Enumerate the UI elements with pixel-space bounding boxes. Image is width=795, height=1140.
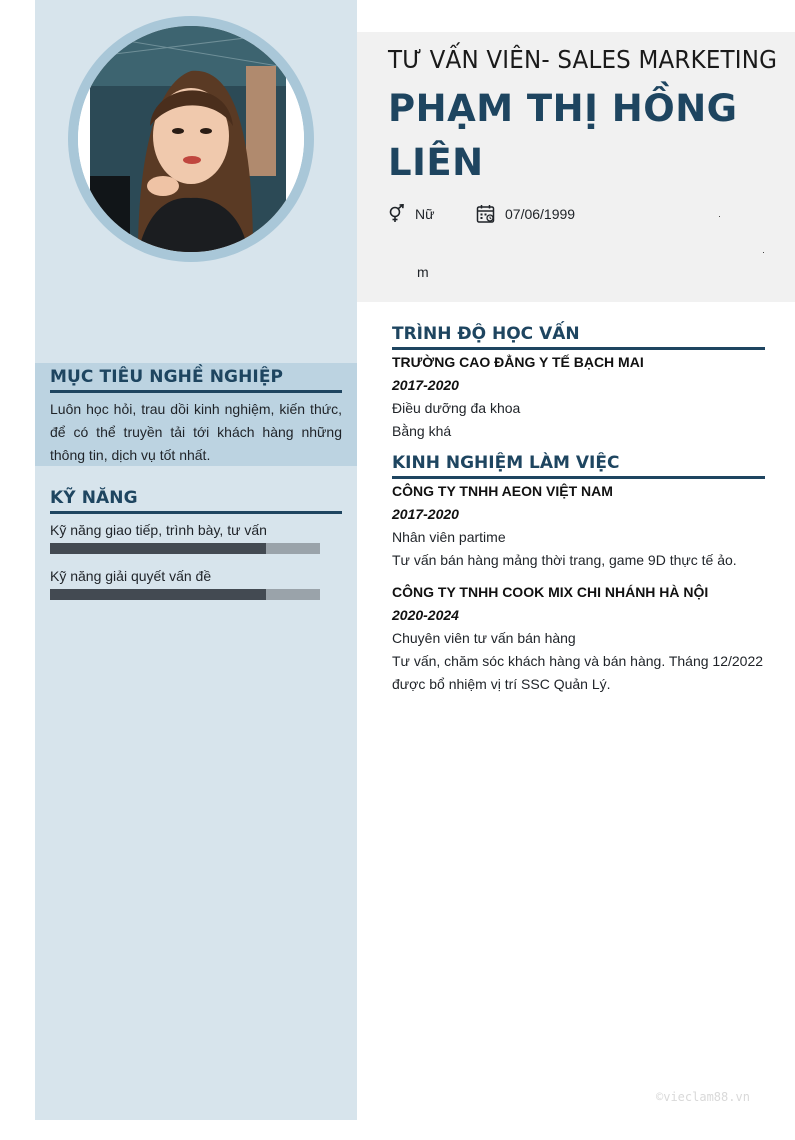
- education-section: [392, 324, 765, 443]
- gender-info: [386, 204, 434, 224]
- education-major: Điều dưỡng đa khoa: [392, 400, 521, 416]
- company-name: CÔNG TY TNHH AEON VIỆT NAM: [392, 483, 613, 499]
- career-objective-text: Luôn học hỏi, trau dồi kinh nghiệm, kiến thức, để có thể truyền tải tới khách hàng những thông tin, dịch vụ tốt nhất.: [50, 401, 342, 463]
- full-name: PHẠM THỊ HỒNG LIÊN: [388, 87, 738, 184]
- education-period: 2017-2020: [392, 377, 459, 393]
- skills-section: [35, 488, 357, 600]
- job-entry: [392, 480, 765, 572]
- speck: [719, 216, 720, 217]
- experience-heading: KINH NGHIỆM LÀM VIỆC: [392, 453, 765, 479]
- school-name: TRƯỜNG CAO ĐẲNG Y TẾ BẠCH MAI: [392, 354, 644, 370]
- calendar-icon: [476, 204, 496, 224]
- avatar: [78, 26, 304, 252]
- skill-level-fill: [50, 543, 266, 554]
- watermark: ©vieclam88.vn: [656, 1090, 750, 1104]
- sidebar: [35, 0, 357, 1120]
- job-period: 2017-2020: [392, 506, 459, 522]
- job-entry: [392, 581, 765, 696]
- gender-icon: [386, 204, 406, 224]
- gender-value: Nữ: [415, 206, 435, 222]
- skill-bar: [50, 543, 320, 554]
- profile-header: [357, 32, 795, 302]
- skill-label: Kỹ năng giải quyết vấn đề: [50, 568, 212, 584]
- job-description: Tư vấn bán hàng mảng thời trang, game 9D thực tế ảo.: [392, 552, 737, 568]
- career-objective-section: [35, 363, 357, 466]
- company-name: CÔNG TY TNHH COOK MIX CHI NHÁNH HÀ NỘI: [392, 584, 709, 600]
- job-period: 2020-2024: [392, 607, 459, 623]
- job-position: Chuyên viên tư vấn bán hàng: [392, 630, 576, 646]
- dob-info: [476, 204, 575, 224]
- skill-item: [50, 566, 342, 600]
- skills-heading: KỸ NĂNG: [50, 488, 342, 514]
- speck: [763, 252, 764, 253]
- education-heading: TRÌNH ĐỘ HỌC VẤN: [392, 324, 765, 350]
- experience-section: [392, 453, 765, 696]
- skill-bar: [50, 589, 320, 600]
- career-objective-heading: MỤC TIÊU NGHỀ NGHIỆP: [50, 367, 342, 393]
- avatar-frame: [68, 16, 314, 262]
- extra-info: m: [417, 264, 429, 280]
- skill-label: Kỹ năng giao tiếp, trình bày, tư vấn: [50, 522, 267, 538]
- job-description: Tư vấn, chăm sóc khách hàng và bán hàng. Tháng 12/2022 được bổ nhiệm vị trí SSC Quản Lý.: [392, 653, 764, 692]
- education-grade: Bằng khá: [392, 423, 452, 439]
- avatar-photo: [78, 26, 304, 252]
- job-title: TƯ VẤN VIÊN- SALES MARKETING: [388, 45, 778, 74]
- dob-value: 07/06/1999: [505, 206, 576, 222]
- skill-item: [50, 520, 342, 554]
- skill-level-fill: [50, 589, 266, 600]
- job-position: Nhân viên partime: [392, 529, 506, 545]
